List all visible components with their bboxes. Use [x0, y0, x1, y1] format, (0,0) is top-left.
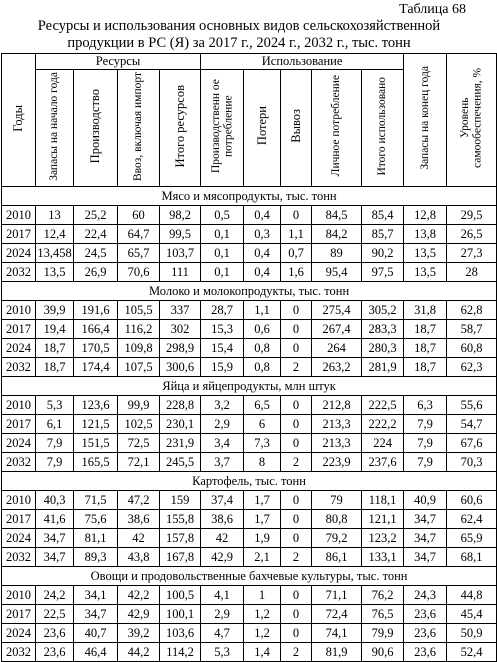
value-cell: 62,8	[447, 301, 497, 320]
value-cell: 60	[118, 206, 160, 225]
value-cell: 170,5	[74, 339, 118, 358]
value-cell: 34,7	[404, 510, 447, 529]
value-cell: 337	[160, 301, 201, 320]
value-cell: 222,5	[362, 396, 404, 415]
value-cell: 0,8	[244, 339, 281, 358]
value-cell: 3,2	[201, 396, 244, 415]
value-cell: 40,3	[36, 491, 74, 510]
value-cell: 12,4	[36, 225, 74, 244]
value-cell: 42,9	[118, 605, 160, 624]
value-cell: 7,9	[404, 415, 447, 434]
value-cell: 298,9	[160, 339, 201, 358]
value-cell: 89,3	[74, 548, 118, 567]
value-cell: 55,6	[447, 396, 497, 415]
value-cell: 174,4	[74, 358, 118, 377]
value-cell: 60,8	[447, 339, 497, 358]
value-cell: 38,6	[201, 510, 244, 529]
value-cell: 0,1	[201, 263, 244, 282]
section-row	[2, 567, 497, 586]
value-cell: 37,4	[201, 491, 244, 510]
value-cell: 71,1	[312, 586, 362, 605]
value-cell: 24,3	[404, 586, 447, 605]
value-cell: 281,9	[362, 358, 404, 377]
year-cell: 2024	[2, 624, 36, 643]
section-row	[2, 377, 497, 396]
col-header-production-consumption: Производственн ое потребление	[201, 70, 244, 187]
value-cell: 40,7	[74, 624, 118, 643]
year-cell: 2024	[2, 244, 36, 263]
value-cell: 7,9	[404, 434, 447, 453]
value-cell: 118,1	[362, 491, 404, 510]
value-cell: 23,6	[36, 643, 74, 662]
value-cell: 0,5	[201, 206, 244, 225]
value-cell: 0	[281, 320, 312, 339]
value-cell: 7,3	[244, 434, 281, 453]
table-caption: Таблица 68	[399, 2, 466, 17]
value-cell: 90,6	[362, 643, 404, 662]
value-cell: 79	[312, 491, 362, 510]
value-cell: 50,9	[447, 624, 497, 643]
col-header-self-sufficiency: Уровень самообеспечения, %	[447, 54, 497, 187]
section-title: Яйца и яйцепродукты, млн штук	[2, 377, 497, 396]
value-cell: 18,7	[404, 339, 447, 358]
value-cell: 38,6	[118, 510, 160, 529]
value-cell: 15,4	[201, 339, 244, 358]
value-cell: 43,8	[118, 548, 160, 567]
value-cell: 0	[281, 434, 312, 453]
value-cell: 15,3	[201, 320, 244, 339]
value-cell: 223,9	[312, 453, 362, 472]
value-cell: 22,4	[74, 225, 118, 244]
value-cell: 89	[312, 244, 362, 263]
value-cell: 15,9	[201, 358, 244, 377]
section-title: Овощи и продовольственные бахчевые культуры, тыс. тонн	[2, 567, 497, 586]
value-cell: 68,1	[447, 548, 497, 567]
year-cell: 2032	[2, 263, 36, 282]
value-cell: 0,4	[244, 244, 281, 263]
year-cell: 2010	[2, 491, 36, 510]
value-cell: 155,8	[160, 510, 201, 529]
section-title: Картофель, тыс. тонн	[2, 472, 497, 491]
value-cell: 224	[362, 434, 404, 453]
value-cell: 3,7	[201, 453, 244, 472]
value-cell: 54,7	[447, 415, 497, 434]
value-cell: 1,2	[244, 624, 281, 643]
value-cell: 23,6	[36, 624, 74, 643]
value-cell: 0	[281, 510, 312, 529]
value-cell: 7,9	[36, 434, 74, 453]
value-cell: 81,1	[74, 529, 118, 548]
year-cell: 2024	[2, 339, 36, 358]
group-header-resources: Ресурсы	[36, 54, 201, 70]
value-cell: 84,2	[312, 225, 362, 244]
value-cell: 1,6	[281, 263, 312, 282]
value-cell: 0	[281, 491, 312, 510]
value-cell: 0	[281, 301, 312, 320]
year-cell: 2032	[2, 548, 36, 567]
value-cell: 0	[281, 415, 312, 434]
value-cell: 102,5	[118, 415, 160, 434]
value-cell: 95,4	[312, 263, 362, 282]
value-cell: 24,5	[74, 244, 118, 263]
value-cell: 167,8	[160, 548, 201, 567]
value-cell: 100,5	[160, 586, 201, 605]
value-cell: 13,458	[36, 244, 74, 263]
value-cell: 18,7	[404, 358, 447, 377]
value-cell: 13,5	[36, 263, 74, 282]
value-cell: 42	[118, 529, 160, 548]
value-cell: 18,7	[404, 320, 447, 339]
value-cell: 6,5	[244, 396, 281, 415]
value-cell: 166,4	[74, 320, 118, 339]
section-row	[2, 187, 497, 206]
value-cell: 34,7	[36, 529, 74, 548]
value-cell: 81,9	[312, 643, 362, 662]
value-cell: 13,5	[404, 263, 447, 282]
value-cell: 60,6	[447, 491, 497, 510]
value-cell: 70,3	[447, 453, 497, 472]
year-cell: 2010	[2, 301, 36, 320]
value-cell: 25,2	[74, 206, 118, 225]
value-cell: 40,9	[404, 491, 447, 510]
table-row	[2, 453, 497, 472]
value-cell: 213,3	[312, 415, 362, 434]
value-cell: 107,5	[118, 358, 160, 377]
value-cell: 1,7	[244, 510, 281, 529]
table-row	[2, 339, 497, 358]
value-cell: 34,7	[36, 548, 74, 567]
section-title: Мясо и мясопродукты, тыс. тонн	[2, 187, 497, 206]
table-row	[2, 225, 497, 244]
value-cell: 23,6	[404, 643, 447, 662]
value-cell: 62,3	[447, 358, 497, 377]
value-cell: 0	[281, 339, 312, 358]
year-cell: 2010	[2, 206, 36, 225]
table-row	[2, 434, 497, 453]
value-cell: 5,3	[201, 643, 244, 662]
table-row	[2, 529, 497, 548]
table-row	[2, 510, 497, 529]
value-cell: 4,7	[201, 624, 244, 643]
value-cell: 23,6	[404, 605, 447, 624]
value-cell: 6,1	[36, 415, 74, 434]
value-cell: 70,6	[118, 263, 160, 282]
value-cell: 300,6	[160, 358, 201, 377]
value-cell: 1,7	[244, 491, 281, 510]
value-cell: 26,5	[447, 225, 497, 244]
data-table	[1, 53, 497, 662]
value-cell: 34,1	[74, 586, 118, 605]
value-cell: 18,7	[36, 358, 74, 377]
value-cell: 65,9	[447, 529, 497, 548]
value-cell: 76,2	[362, 586, 404, 605]
table-row	[2, 396, 497, 415]
col-header-personal-consumption: Личное потребление	[312, 70, 362, 187]
value-cell: 305,2	[362, 301, 404, 320]
value-cell: 24,2	[36, 586, 74, 605]
value-cell: 18,7	[36, 339, 74, 358]
value-cell: 23,6	[404, 624, 447, 643]
value-cell: 13,5	[404, 244, 447, 263]
value-cell: 231,9	[160, 434, 201, 453]
value-cell: 79,9	[362, 624, 404, 643]
value-cell: 6	[244, 415, 281, 434]
value-cell: 151,5	[74, 434, 118, 453]
table-row	[2, 548, 497, 567]
value-cell: 26,9	[74, 263, 118, 282]
value-cell: 44,2	[118, 643, 160, 662]
table-body	[2, 187, 497, 662]
table-row	[2, 358, 497, 377]
value-cell: 1,1	[281, 225, 312, 244]
value-cell: 2	[281, 453, 312, 472]
col-header-import: Ввоз, включая импорт	[118, 70, 160, 187]
value-cell: 103,7	[160, 244, 201, 263]
value-cell: 165,5	[74, 453, 118, 472]
value-cell: 157,8	[160, 529, 201, 548]
value-cell: 99,5	[160, 225, 201, 244]
value-cell: 42	[201, 529, 244, 548]
title-line-2: продукции в РС (Я) за 2017 г., 2024 г., 2032 г., тыс. тонн	[67, 35, 411, 51]
value-cell: 76,5	[362, 605, 404, 624]
value-cell: 3,4	[201, 434, 244, 453]
year-cell: 2032	[2, 358, 36, 377]
value-cell: 62,4	[447, 510, 497, 529]
value-cell: 275,4	[312, 301, 362, 320]
value-cell: 0,7	[281, 244, 312, 263]
value-cell: 0	[281, 529, 312, 548]
group-header-usage: Использование	[201, 54, 404, 70]
value-cell: 28	[447, 263, 497, 282]
value-cell: 39,9	[36, 301, 74, 320]
value-cell: 97,5	[362, 263, 404, 282]
value-cell: 85,7	[362, 225, 404, 244]
value-cell: 72,4	[312, 605, 362, 624]
value-cell: 267,4	[312, 320, 362, 339]
value-cell: 74,1	[312, 624, 362, 643]
value-cell: 191,6	[74, 301, 118, 320]
value-cell: 0,4	[244, 263, 281, 282]
value-cell: 80,8	[312, 510, 362, 529]
value-cell: 41,6	[36, 510, 74, 529]
value-cell: 133,1	[362, 548, 404, 567]
section-row	[2, 472, 497, 491]
col-header-losses: Потери	[244, 70, 281, 187]
value-cell: 2	[281, 643, 312, 662]
col-header-export: Вывоз	[281, 70, 312, 187]
title-line-1: Ресурсы и использования основных видов сельскохозяйственной	[37, 18, 441, 34]
value-cell: 64,7	[118, 225, 160, 244]
value-cell: 12,8	[404, 206, 447, 225]
value-cell: 8	[244, 453, 281, 472]
col-header-stock-end: Запасы на конец года	[404, 54, 447, 187]
value-cell: 52,4	[447, 643, 497, 662]
value-cell: 121,5	[74, 415, 118, 434]
table-row	[2, 586, 497, 605]
col-header-total-resources: Итого ресурсов	[160, 70, 201, 187]
value-cell: 13,8	[404, 225, 447, 244]
value-cell: 47,2	[118, 491, 160, 510]
value-cell: 34,7	[74, 605, 118, 624]
year-cell: 2010	[2, 586, 36, 605]
year-cell: 2017	[2, 415, 36, 434]
value-cell: 114,2	[160, 643, 201, 662]
table-row	[2, 244, 497, 263]
section-title: Молоко и молокопродукты, тыс. тонн	[2, 282, 497, 301]
year-cell: 2017	[2, 225, 36, 244]
value-cell: 230,1	[160, 415, 201, 434]
value-cell: 0	[281, 586, 312, 605]
value-cell: 245,5	[160, 453, 201, 472]
col-header-production: Производство	[74, 70, 118, 187]
page-title	[0, 18, 478, 52]
value-cell: 2	[281, 358, 312, 377]
table-row	[2, 415, 497, 434]
value-cell: 116,2	[118, 320, 160, 339]
value-cell: 0	[281, 396, 312, 415]
table-row	[2, 206, 497, 225]
col-header-stock-start: Запасы на начало года	[36, 70, 74, 187]
value-cell: 27,3	[447, 244, 497, 263]
value-cell: 85,4	[362, 206, 404, 225]
value-cell: 4,1	[201, 586, 244, 605]
value-cell: 31,8	[404, 301, 447, 320]
value-cell: 280,3	[362, 339, 404, 358]
value-cell: 1,1	[244, 301, 281, 320]
value-cell: 7,9	[36, 453, 74, 472]
value-cell: 111	[160, 263, 201, 282]
value-cell: 65,7	[118, 244, 160, 263]
value-cell: 212,8	[312, 396, 362, 415]
value-cell: 34,7	[404, 529, 447, 548]
value-cell: 2,9	[201, 605, 244, 624]
table-row	[2, 320, 497, 339]
value-cell: 45,4	[447, 605, 497, 624]
value-cell: 121,1	[362, 510, 404, 529]
table-row	[2, 605, 497, 624]
value-cell: 44,8	[447, 586, 497, 605]
value-cell: 99,9	[118, 396, 160, 415]
year-cell: 2024	[2, 434, 36, 453]
value-cell: 263,2	[312, 358, 362, 377]
value-cell: 0,6	[244, 320, 281, 339]
table-header	[2, 54, 497, 187]
value-cell: 123,6	[74, 396, 118, 415]
value-cell: 42,2	[118, 586, 160, 605]
value-cell: 5,3	[36, 396, 74, 415]
table-row	[2, 643, 497, 662]
value-cell: 283,3	[362, 320, 404, 339]
section-row	[2, 282, 497, 301]
value-cell: 302	[160, 320, 201, 339]
value-cell: 98,2	[160, 206, 201, 225]
value-cell: 0,1	[201, 244, 244, 263]
value-cell: 123,2	[362, 529, 404, 548]
value-cell: 42,9	[201, 548, 244, 567]
value-cell: 1,9	[244, 529, 281, 548]
value-cell: 79,2	[312, 529, 362, 548]
year-cell: 2010	[2, 396, 36, 415]
value-cell: 103,6	[160, 624, 201, 643]
value-cell: 58,7	[447, 320, 497, 339]
value-cell: 22,5	[36, 605, 74, 624]
value-cell: 29,5	[447, 206, 497, 225]
value-cell: 0	[281, 624, 312, 643]
col-header-total-used: Итого использовано	[362, 70, 404, 187]
value-cell: 213,3	[312, 434, 362, 453]
value-cell: 71,5	[74, 491, 118, 510]
value-cell: 105,5	[118, 301, 160, 320]
value-cell: 228,8	[160, 396, 201, 415]
value-cell: 2,1	[244, 548, 281, 567]
value-cell: 34,7	[404, 548, 447, 567]
year-cell: 2024	[2, 529, 36, 548]
year-cell: 2017	[2, 510, 36, 529]
col-header-years: Годы	[2, 54, 36, 187]
table-row	[2, 491, 497, 510]
value-cell: 0,3	[244, 225, 281, 244]
value-cell: 19,4	[36, 320, 74, 339]
value-cell: 109,8	[118, 339, 160, 358]
value-cell: 2,9	[201, 415, 244, 434]
table-row	[2, 301, 497, 320]
value-cell: 90,2	[362, 244, 404, 263]
year-cell: 2017	[2, 605, 36, 624]
value-cell: 28,7	[201, 301, 244, 320]
value-cell: 7,9	[404, 453, 447, 472]
value-cell: 222,2	[362, 415, 404, 434]
value-cell: 0,4	[244, 206, 281, 225]
value-cell: 67,6	[447, 434, 497, 453]
value-cell: 2	[281, 548, 312, 567]
value-cell: 86,1	[312, 548, 362, 567]
value-cell: 0	[281, 206, 312, 225]
value-cell: 0,1	[201, 225, 244, 244]
value-cell: 84,5	[312, 206, 362, 225]
year-cell: 2032	[2, 453, 36, 472]
value-cell: 1	[244, 586, 281, 605]
value-cell: 6,3	[404, 396, 447, 415]
value-cell: 75,6	[74, 510, 118, 529]
value-cell: 1,4	[244, 643, 281, 662]
value-cell: 39,2	[118, 624, 160, 643]
year-cell: 2017	[2, 320, 36, 339]
table-row	[2, 263, 497, 282]
value-cell: 1,2	[244, 605, 281, 624]
value-cell: 100,1	[160, 605, 201, 624]
value-cell: 237,6	[362, 453, 404, 472]
value-cell: 72,1	[118, 453, 160, 472]
value-cell: 0	[281, 605, 312, 624]
year-cell: 2032	[2, 643, 36, 662]
table-row	[2, 624, 497, 643]
value-cell: 72,5	[118, 434, 160, 453]
value-cell: 264	[312, 339, 362, 358]
value-cell: 0,8	[244, 358, 281, 377]
value-cell: 46,4	[74, 643, 118, 662]
value-cell: 159	[160, 491, 201, 510]
header-group-row	[2, 54, 497, 70]
value-cell: 13	[36, 206, 74, 225]
